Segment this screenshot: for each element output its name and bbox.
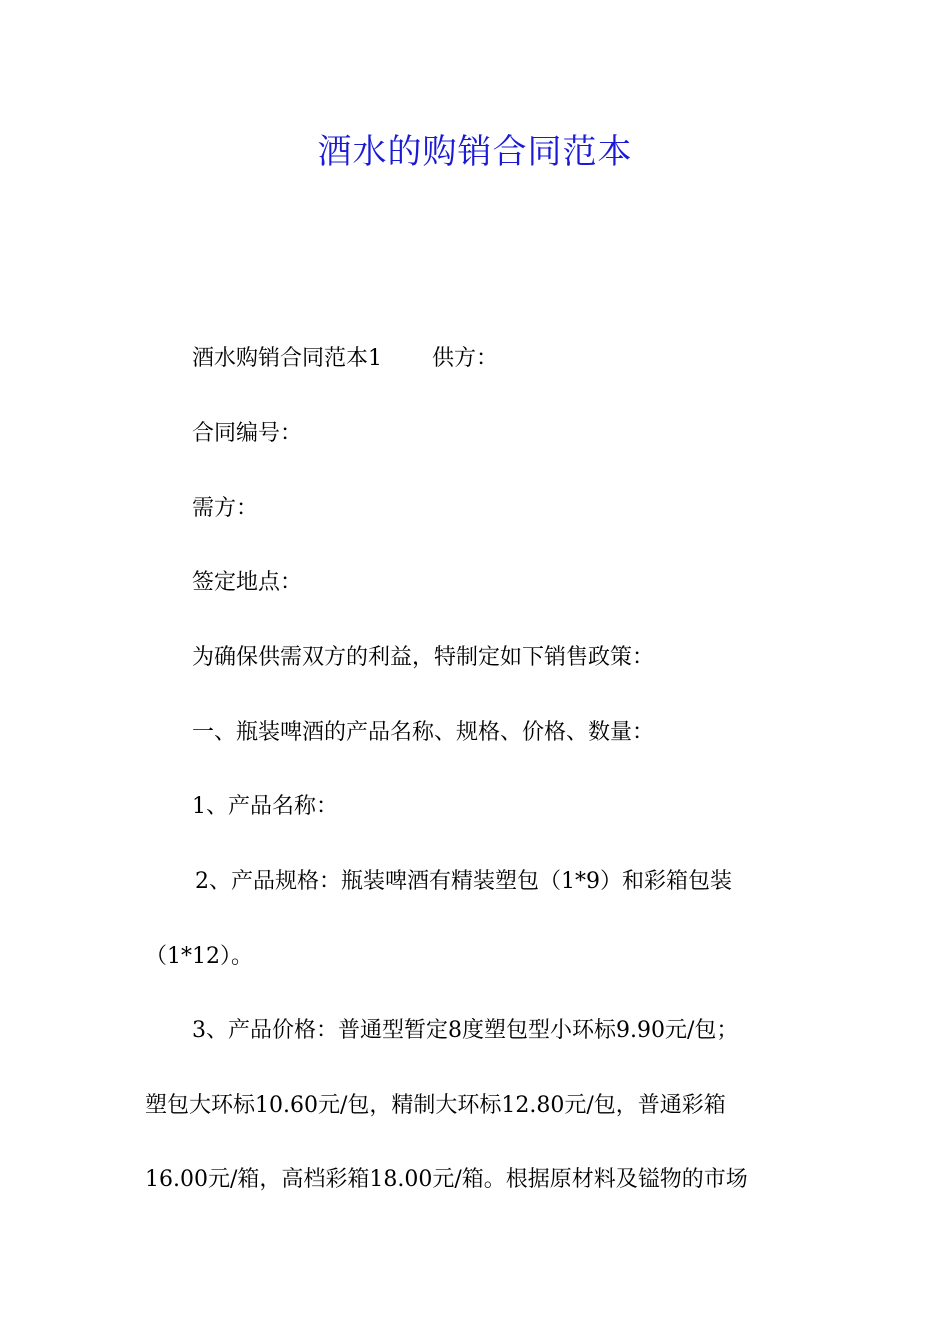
product-price-item: 3、产品价格：普通型暂定8度塑包型小环标9.90元/包； [192,1018,739,1043]
supplier-label: 供方： [432,346,499,371]
product-price-line-3: 16.00元/箱，高档彩箱18.00元/箱。根据原材料及镒物的市场 [145,1167,748,1192]
document-title: 酒水的购销合同范本 [317,132,633,172]
product-spec-continuation: （1*12）。 [145,944,253,969]
section-heading: 一、瓶装啤酒的产品名称、规格、价格、数量： [192,720,655,745]
product-name-item: 1、产品名称： [192,794,338,819]
signing-place-label: 签定地点： [192,570,303,595]
contract-name: 酒水购销合同范本1 [192,346,382,371]
product-price-line-2: 塑包大环标10.60元/包，精制大环标12.80元/包，普通彩箱 [145,1093,726,1118]
contract-number-label: 合同编号： [192,421,303,446]
product-spec-item: 2、产品规格：瓶装啤酒有精装塑包（1*9）和彩箱包装 [195,869,732,894]
intro-paragraph: 为确保供需双方的利益，特制定如下销售政策： [192,645,655,670]
buyer-label: 需方： [192,496,259,521]
contract-heading-line [192,343,498,375]
